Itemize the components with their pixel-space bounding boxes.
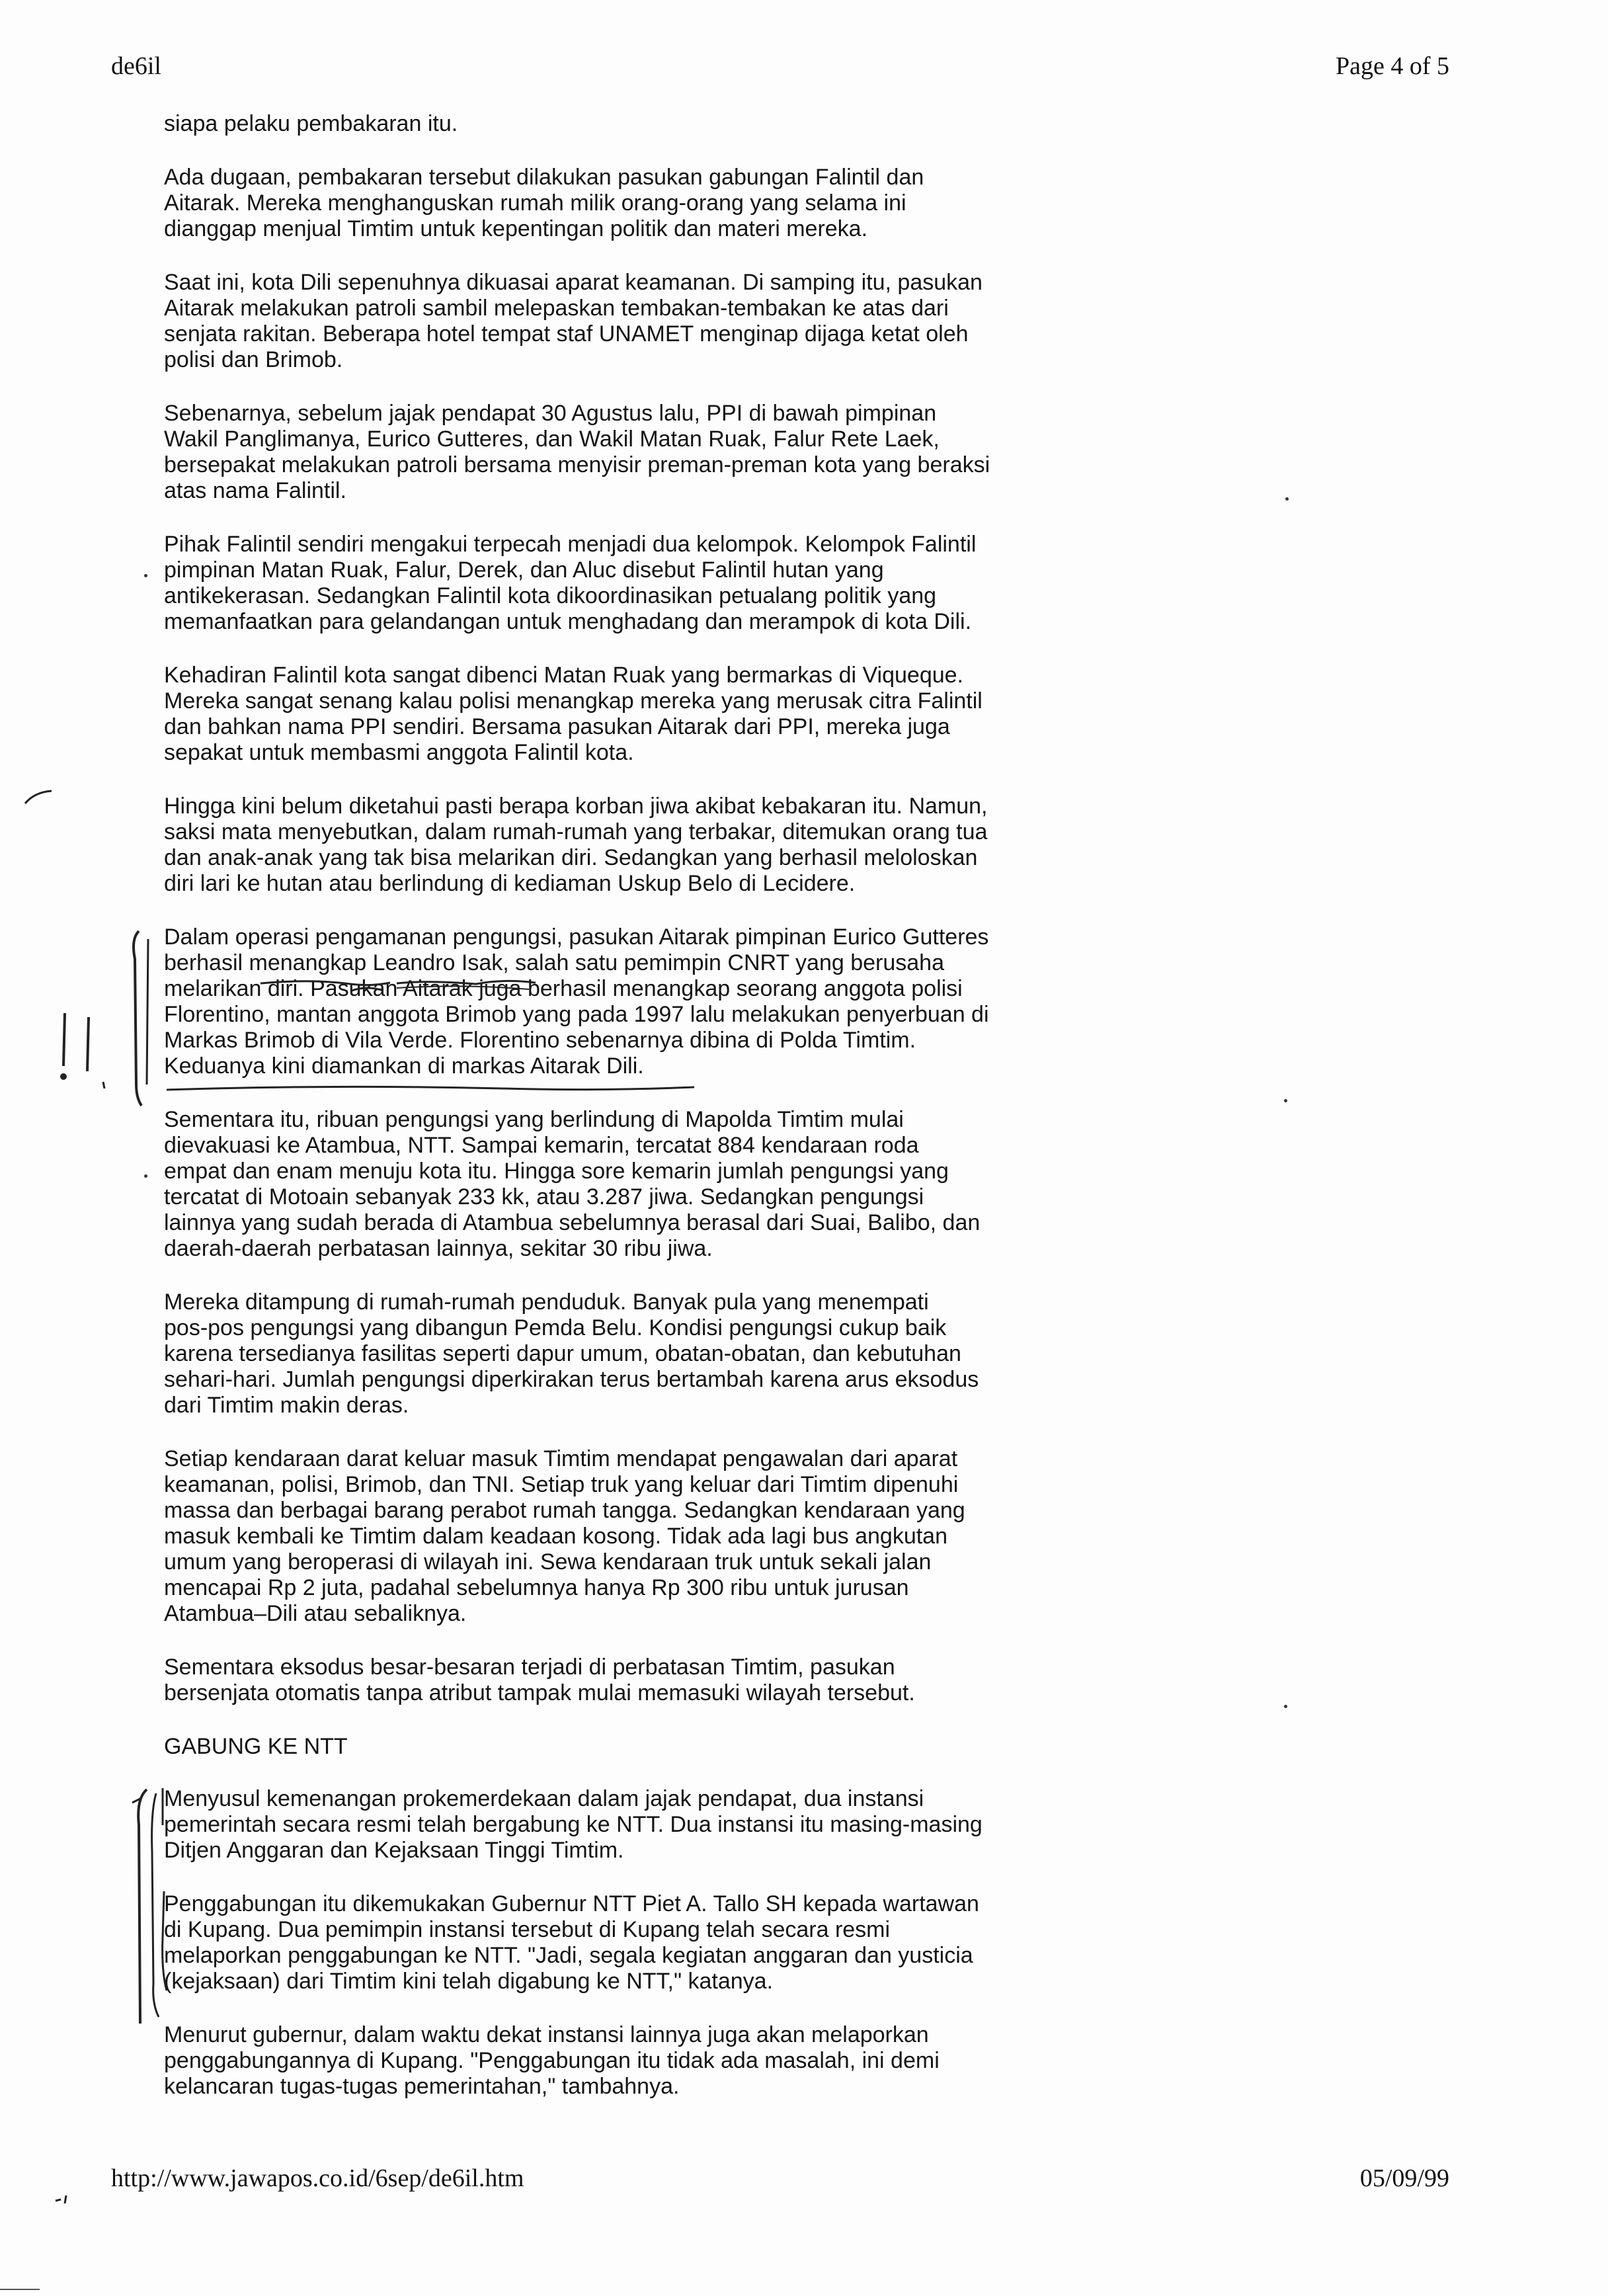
margin-dot-mark (60, 1073, 67, 1080)
paragraph: siapa pelaku pembakaran itu. (164, 111, 458, 136)
paragraph: Pihak Falintil sendiri mengakui terpecah menjadi dua kelompok. Kelompok Falintil pimpinan Matan Ruak, Falur, Derek, dan Aluc disebut Falintil hutan yang antikekerasan. Sedangkan Falintil kota dikoordinasikan petualang politik yang memanfaatkan para gelandangan untuk menghadang dan merampok di kota Dili. (164, 532, 977, 634)
source-url: http://www.jawapos.co.id/6sep/de6il.htm (111, 2164, 524, 2192)
margin-bracket-mark (134, 931, 141, 1106)
section-heading: GABUNG KE NTT (164, 1734, 348, 1759)
paragraph: Sementara eksodus besar-besaran terjadi di perbatasan Timtim, pasukan bersenjata otomatis tanpa atribut tampak mulai memasuki wilayah tersebut. (164, 1655, 915, 1705)
footer-scribble-mark (65, 2195, 66, 2203)
margin-exclamation-mark (63, 1013, 65, 1066)
paragraph: Sementara itu, ribuan pengungsi yang berlindung di Mapolda Timtim mulai dievakuasi ke Atambua, NTT. Sampai kemarin, tercatat 884 kendaraan roda empat dan enam menuju kota itu. Hingga sore kemarin jumlah pengungsi yang tercatat di Motoain sebanyak 233 kk, atau 3.287 jiwa. Sedangkan pengungsi lainnya yang sudah berada di Atambua sebelumnya berasal dari Suai, Balibo, dan daerah-daerah perbatasan lainnya, sekitar 30 ribu jiwa. (164, 1107, 981, 1261)
margin-bracket-mark (147, 939, 148, 1085)
margin-bracket-mark (138, 1789, 147, 2024)
print-date: 05/09/99 (1359, 2164, 1449, 2192)
paragraph: Ada dugaan, pembakaran tersebut dilakukan pasukan gabungan Falintil dan Aitarak. Mereka menghanguskan rumah milik orang-orang yang selama ini dianggap menjual Timtim untuk kepentingan politik dan materi mereka. (164, 165, 924, 241)
paragraph: Kehadiran Falintil kota sangat dibenci Matan Ruak yang bermarkas di Viqueque. Mereka sangat senang kalau polisi menangkap mereka yang merusak citra Falintil dan bahkan nama PPI sendiri. Bersama pasukan Aitarak dari PPI, mereka juga sepakat untuk membasmi anggota Falintil kota. (164, 663, 983, 765)
margin-tick-mark (103, 1082, 104, 1088)
paragraph-annotated: Menyusul kemenangan prokemerdekaan dalam jajak pendapat, dua instansi pemerintah secara resmi telah bergabung ke NTT. Dua instansi itu masing-masing Ditjen Anggaran dan Kejaksaan Tinggi Timtim. (164, 1786, 983, 1863)
paragraph: Setiap kendaraan darat keluar masuk Timtim mendapat pengawalan dari aparat keamanan, polisi, Brimob, dan TNI. Setiap truk yang keluar dari Timtim dipenuhi massa dan berbagai barang perabot rumah tangga. Sedangkan kendaraan yang masuk kembali ke Timtim dalam keadaan kosong. Tidak ada lagi bus angkutan umum yang beroperasi di wilayah ini. Sewa kendaraan truk untuk sekali jalan mencapai Rp 2 juta, padahal sebelumnya hanya Rp 300 ribu untuk jurusan Atambua–Dili atau sebaliknya. (164, 1446, 965, 1626)
margin-bracket-mark (152, 1793, 159, 2017)
margin-hook-mark (25, 791, 52, 803)
paragraph-annotated: Penggabungan itu dikemukakan Gubernur NTT Piet A. Tallo SH kepada wartawan di Kupang. Dua pemimpin instansi tersebut di Kupang telah secara resmi melaporkan penggabungan ke NTT. "Jadi, segala kegiatan anggaran dan yusticia (kejaksaan) dari Timtim kini telah digabung ke NTT," katanya. (164, 1891, 979, 1994)
paragraph: Hingga kini belum diketahui pasti berapa korban jiwa akibat kebakaran itu. Namun, saksi mata menyebutkan, dalam rumah-rumah yang terbakar, ditemukan orang tua dan anak-anak yang tak bisa melarikan diri. Sedangkan yang berhasil meloloskan diri lari ke hutan atau berlindung di kediaman Uskup Belo di Lecidere. (164, 794, 988, 896)
page-number: Page 4 of 5 (1335, 52, 1449, 80)
paragraph-annotated: Dalam operasi pengamanan pengungsi, pasukan Aitarak pimpinan Eurico Gutteres berhasil menangkap Leandro Isak, salah satu pemimpin CNRT yang berusaha melarikan diri. Pasukan Aitarak juga berhasil menangkap seorang anggota polisi Florentino, mantan anggota Brimob yang pada 1997 lalu melakukan penyerbuan di Markas Brimob di Vila Verde. Florentino sebenarnya dibina di Polda Timtim. Keduanya kini diamankan di markas Aitarak Dili. (164, 924, 989, 1079)
paragraph: Saat ini, kota Dili sepenuhnya dikuasai aparat keamanan. Di samping itu, pasukan Aitarak melakukan patroli sambil melepaskan tembakan-tembakan ke atas dari senjata rakitan. Beberapa hotel tempat staf UNAMET menginap dijaga ketat oleh polisi dan Brimob. (164, 270, 983, 372)
scan-dot (1284, 1099, 1287, 1102)
margin-tick-mark (132, 1799, 140, 1803)
footer-scribble-mark (56, 2199, 61, 2201)
margin-exclamation-mark (87, 1017, 89, 1071)
article-body (164, 111, 1129, 2127)
paragraph: Sebenarnya, sebelum jajak pendapat 30 Agustus lalu, PPI di bawah pimpinan Wakil Panglimanya, Eurico Gutteres, dan Wakil Matan Ruak, Falur Rete Laek, bersepakat melakukan patroli bersama menyisir preman-preman kota yang beraksi atas nama Falintil. (164, 401, 990, 503)
scan-dot (1284, 1705, 1287, 1708)
paragraph: Mereka ditampung di rumah-rumah penduduk. Banyak pula yang menempati pos-pos pengungsi yang dibangun Pemda Belu. Kondisi pengungsi cukup baik karena tersedianya fasilitas seperti dapur umum, obatan-obatan, dan kebutuhan sehari-hari. Jumlah pengungsi diperkirakan terus bertambah karena arus eksodus dari Timtim makin deras. (164, 1290, 979, 1418)
scan-dot (144, 1174, 147, 1178)
paragraph: Menurut gubernur, dalam waktu dekat instansi lainnya juga akan melaporkan penggabungannya di Kupang. "Penggabungan itu tidak ada masalah, ini demi kelancaran tugas-tugas pemerintahan," tambahnya. (164, 2022, 940, 2099)
scan-dot (144, 574, 147, 577)
scan-dot (1285, 497, 1289, 501)
document-id: de6il (111, 52, 161, 80)
